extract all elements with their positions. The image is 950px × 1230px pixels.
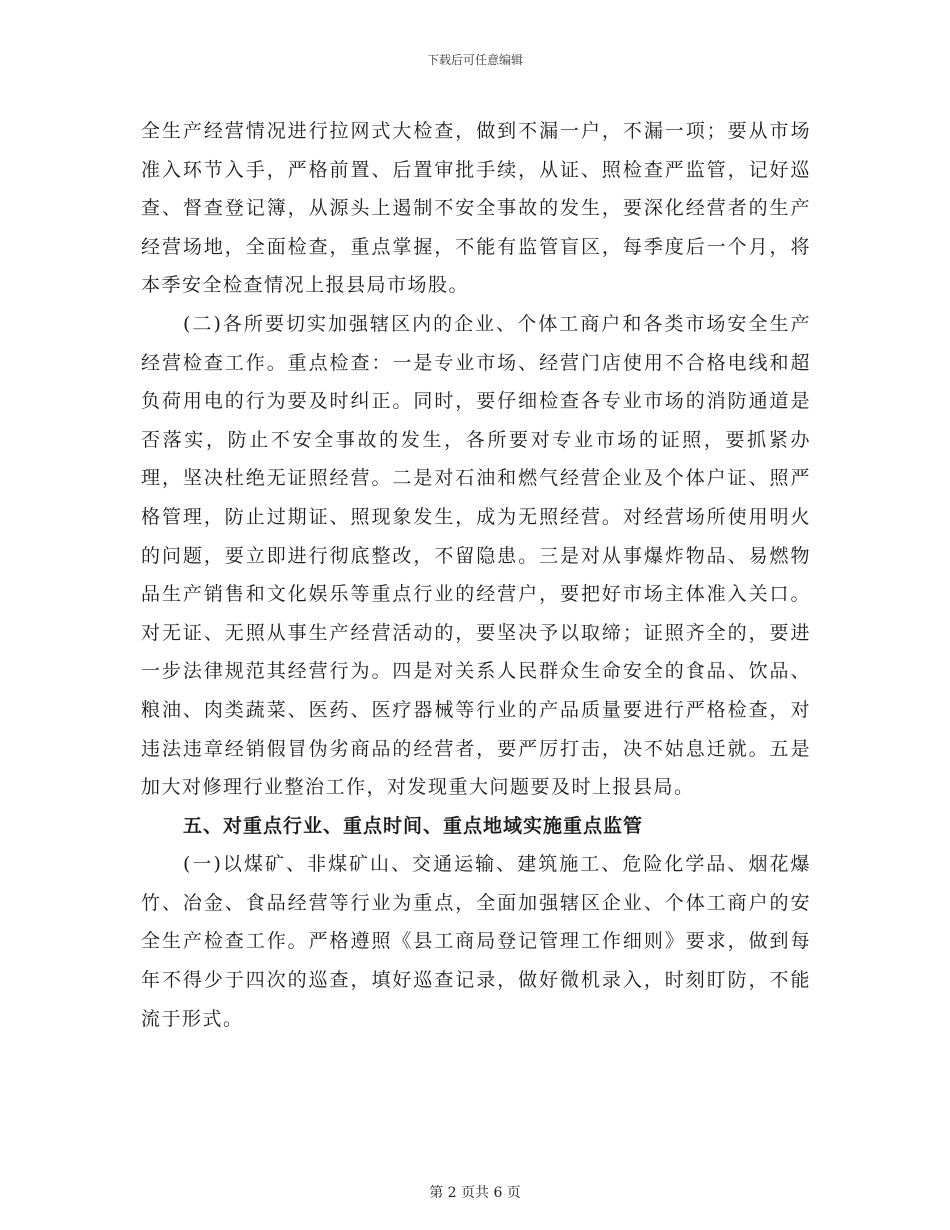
section-heading-five: 五、对重点行业、重点时间、重点地域实施重点监管 — [183, 814, 644, 837]
page-footer: 第 2 页共 6 页 — [429, 1185, 521, 1201]
paragraph-section-two: (二)各所要切实加强辖区内的企业、个体工商户和各类市场安全生产经营检查工作。重点检查：一是专业市场、经营门店使用不合格电线和超负荷用电的行为要及时纠正。同时，要仔细检查各专业市场的消防通道是否落实，防止不安全事故的发生，各所要对专业市场的证照，要抓紧办理，坚决杜绝无证照经营。二是对石油和燃气经营企业及个体户证、照严格管理，防止过期证、照现象发生，成为无照经营。对经营场所使用明火的问题，要立即进行彻底整改，不留隐患。三是对从事爆炸物品、易燃物品生产销售和文化娱乐等重点行业的经营户，要把好市场主体准入关口。对无证、无照从事生产经营活动的，要坚决予以取缔；证照齐全的，要进一步法律规范其经营行为。四是对关系人民群众生命安全的食品、饮品、粮油、肉类蔬菜、医药、医疗器械等行业的产品质量要进行严格检查，对违法违章经销假冒伪劣商品的经营者，要严厉打击，决不姑息迁就。五是加大对修理行业整治工作，对发现重大问题要及时上报县局。 — [141, 312, 811, 799]
paragraph-continued: 全生产经营情况进行拉网式大检查，做到不漏一户，不漏一项；要从市场准入环节入手，严格前置、后置审批手续，从证、照检查严监管，记好巡查、督查登记簿，从源头上遏制不安全事故的发生，要深化经营者的生产经营场地，全面检查，重点掌握，不能有监管盲区，每季度后一个月，将本季安全检查情况上报县局市场股。 — [141, 120, 811, 297]
document-body — [141, 112, 811, 1038]
page-header: 下载后可任意编辑 — [426, 53, 523, 67]
paragraph-section-five-one: (一)以煤矿、非煤矿山、交通运输、建筑施工、危险化学品、烟花爆竹、冶金、食品经营等行业为重点，全面加强辖区企业、个体工商户的安全生产检查工作。严格遵照《县工商局登记管理工作细则》要求，做到每年不得少于四次的巡查，填好巡查记录，做好微机录入，时刻盯防，不能流于形式。 — [141, 853, 811, 1030]
